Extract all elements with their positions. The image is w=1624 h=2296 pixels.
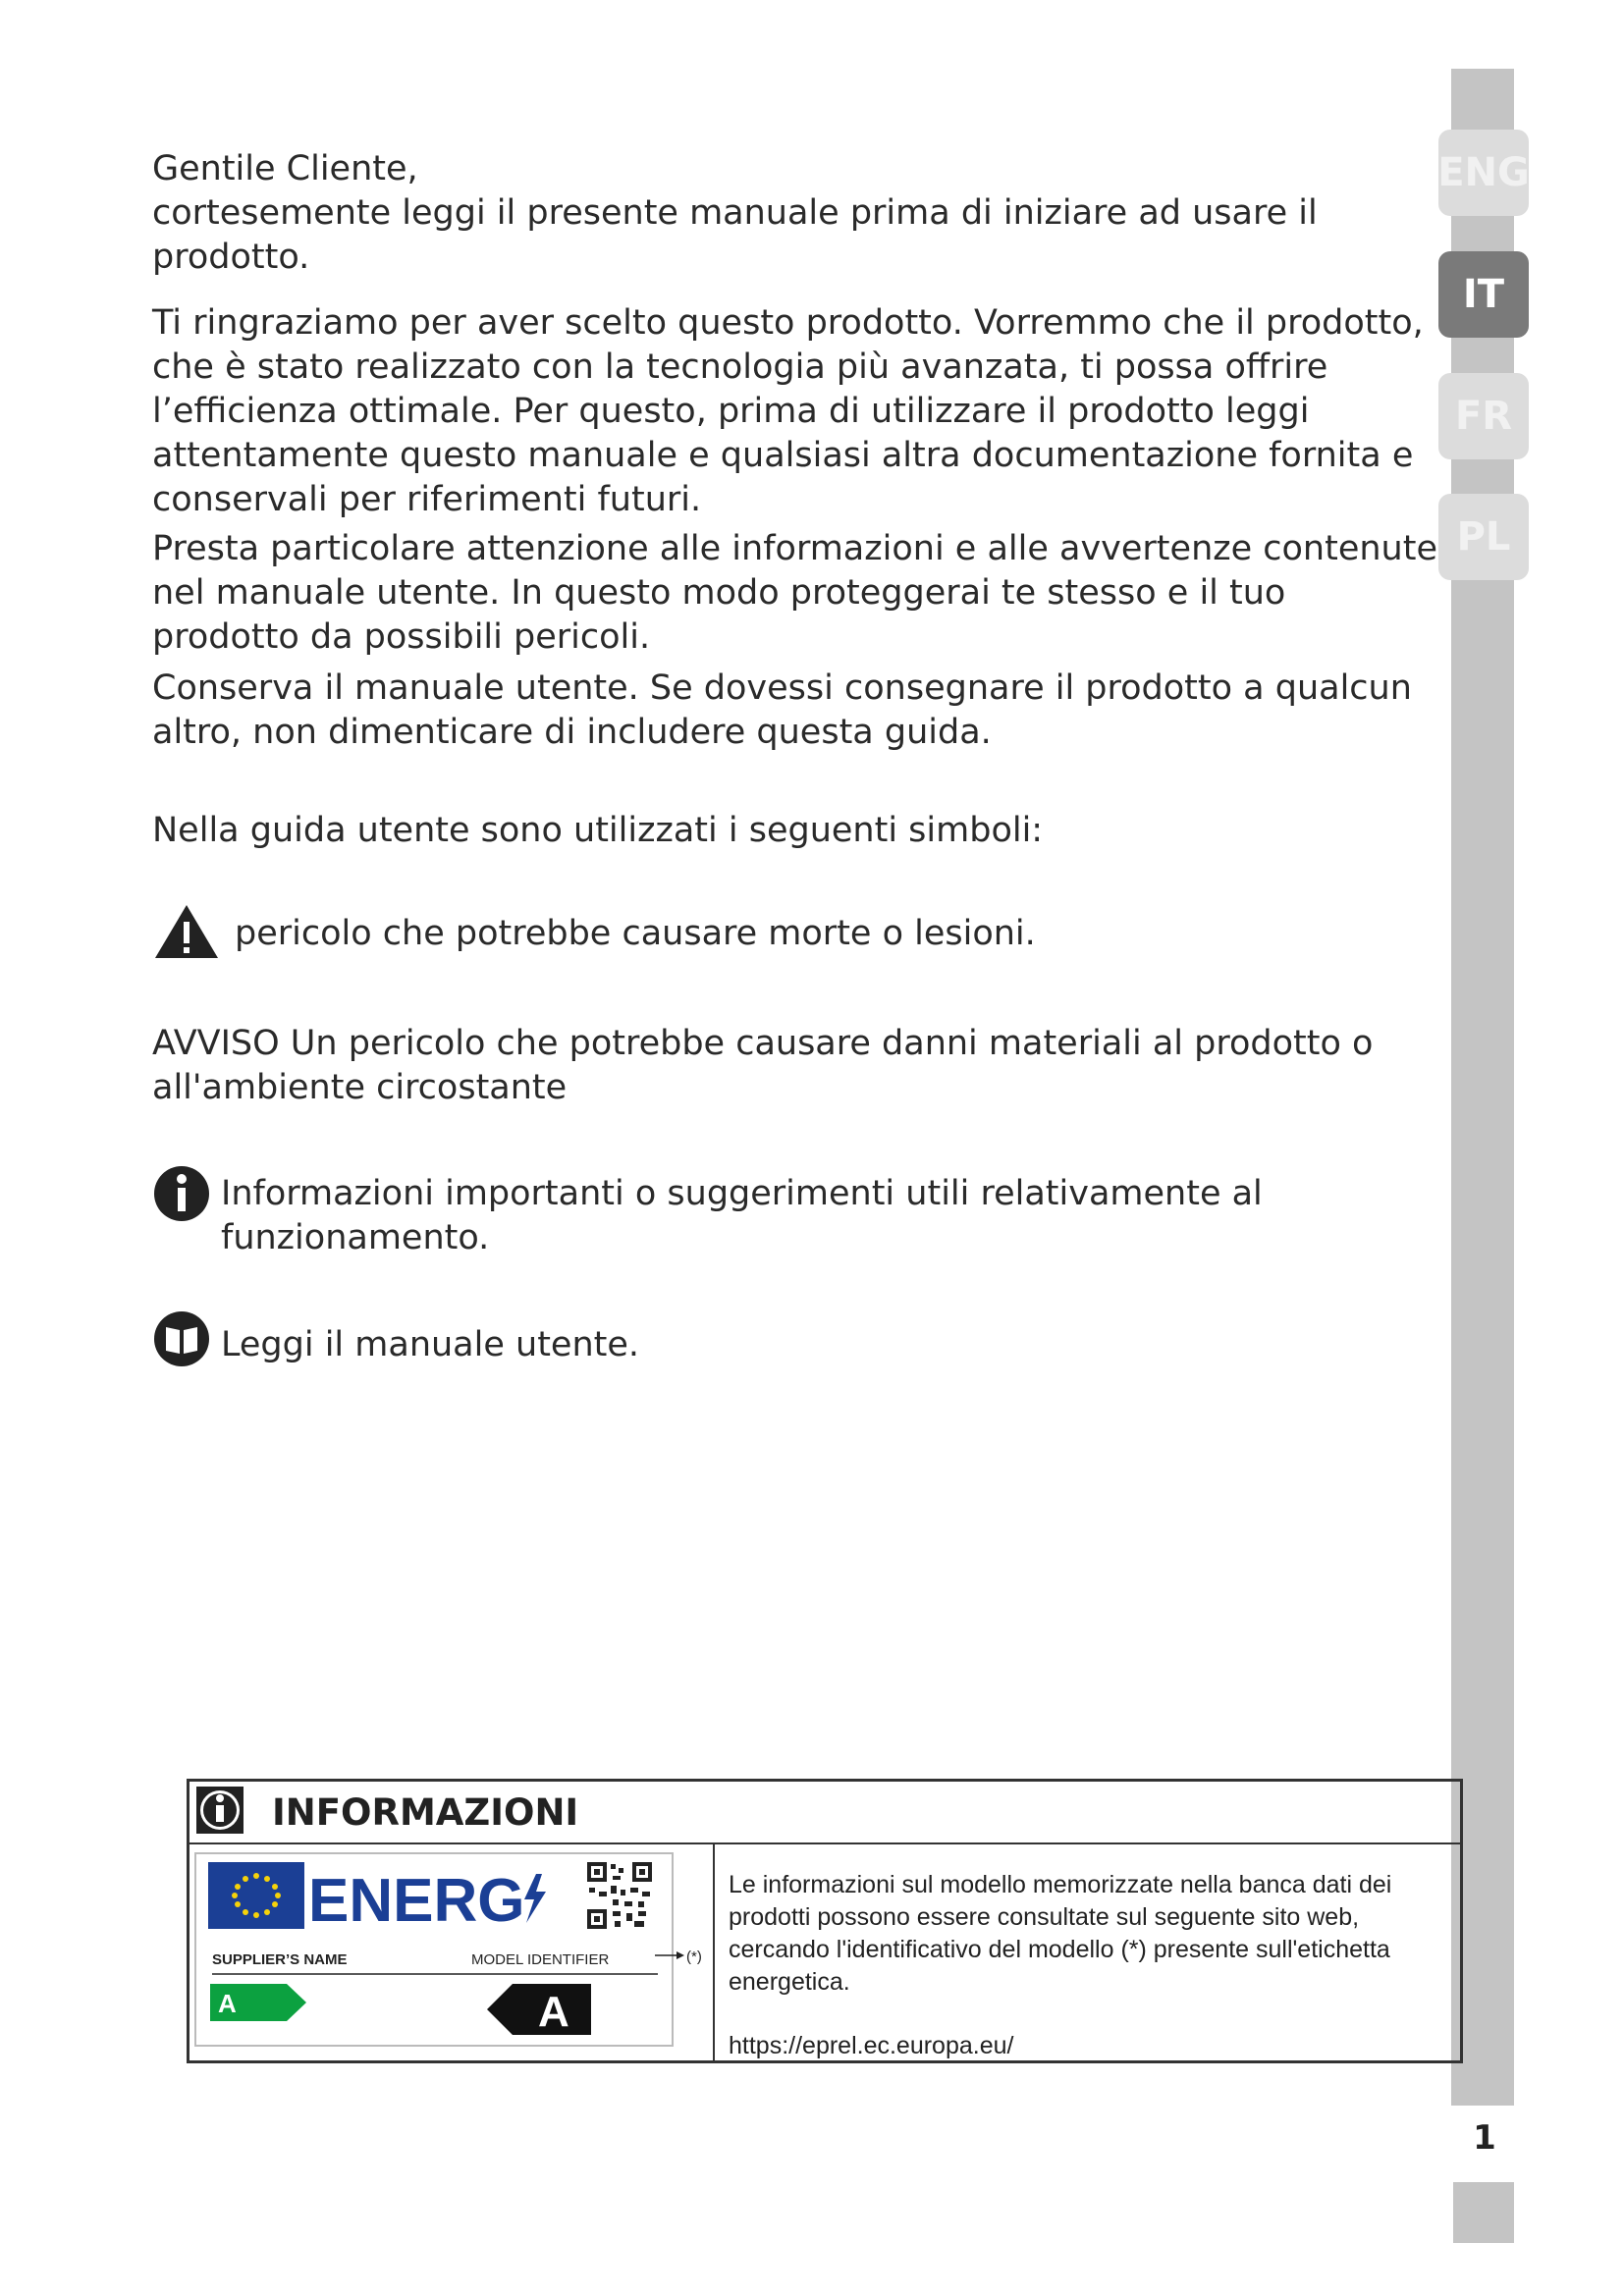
energy-class-big-text: A — [538, 1988, 569, 2036]
page-corner-marker — [1453, 2182, 1514, 2243]
eu-flag-icon — [208, 1862, 304, 1929]
eprel-link[interactable]: https://eprel.ec.europa.eu/ — [729, 2032, 1014, 2059]
intro-content — [152, 147, 1438, 1380]
greeting: Gentile Cliente, — [152, 149, 418, 188]
energy-label-cell — [189, 1844, 715, 2063]
info-box-title: INFORMAZIONI — [272, 1790, 579, 1834]
info-text-cell — [715, 1844, 1460, 2063]
symbol-manual-text: Leggi il manuale utente. — [221, 1325, 640, 1364]
info-circle-icon — [152, 1164, 211, 1235]
supplier-name-text: SUPPLIER’S NAME — [212, 1951, 348, 1968]
symbol-danger-text: pericolo che potrebbe causare morte o lesioni. — [235, 914, 1036, 953]
energy-label — [194, 1852, 674, 2047]
book-icon — [152, 1309, 211, 1380]
symbol-info-text: Informazioni importanti o suggerimenti utili relativamente al funzionamento. — [221, 1174, 1263, 1257]
symbol-notice-text: AVVISO Un pericolo che potrebbe causare danni materiali al prodotto o all'ambiente circostante — [152, 1024, 1374, 1107]
model-marker-text: (*) — [686, 1949, 702, 1965]
symbol-manual-row — [152, 1309, 1438, 1380]
lang-tab-fr[interactable]: FR — [1438, 373, 1529, 459]
lang-tab-eng[interactable]: ENG — [1438, 130, 1529, 216]
info-box — [187, 1779, 1463, 2063]
intro-paragraph-3: Conserva il manuale utente. Se dovessi consegnare il prodotto a qualcun altro, non dimenticare di includere questa guida. — [152, 668, 1412, 752]
lang-tab-pl[interactable]: PL — [1438, 494, 1529, 580]
symbol-info-row — [152, 1164, 1438, 1260]
energy-class-small-text: A — [218, 1989, 237, 2018]
info-square-icon — [195, 1786, 244, 1839]
symbol-danger-row — [152, 902, 1438, 973]
intro-paragraph-2: Presta particolare attenzione alle informazioni e alle avvertenze contenute nel manuale utente. In questo modo proteggerai te stesso e il tuo prodotto da possibili pericoli. — [152, 529, 1437, 657]
info-box-header — [189, 1782, 1460, 1844]
lang-tab-it[interactable]: IT — [1438, 251, 1529, 338]
intro-line: cortesemente leggi il presente manuale prima di iniziare ad usare il prodotto. — [152, 193, 1318, 277]
energy-brand-text: ENERG — [308, 1867, 525, 1935]
page-number: 1 — [1473, 2118, 1496, 2158]
qr-code-icon — [587, 1862, 652, 1929]
model-identifier-text: MODEL IDENTIFIER — [471, 1951, 610, 1968]
symbols-intro: Nella guida utente sono utilizzati i seguenti simboli: — [152, 811, 1044, 850]
info-text: Le informazioni sul modello memorizzate nella banca dati dei prodotti possono essere consultate sul seguente sito web, cercando l'identificativo del modello (*) presente sull'etichetta energetica. — [729, 1871, 1392, 1996]
lightning-icon — [524, 1874, 546, 1923]
intro-paragraph-1: Ti ringraziamo per aver scelto questo prodotto. Vorremmo che il prodotto, che è stato realizzato con la tecnologia più avanzata, ti possa offrire l’efficienza ottimale. Per questo, prima di utilizzare il prodotto leggi attentamente questo manuale e qualsiasi altra documentazione fornita e conservali per riferimenti futuri. — [152, 303, 1424, 519]
warning-triangle-icon — [152, 902, 221, 973]
